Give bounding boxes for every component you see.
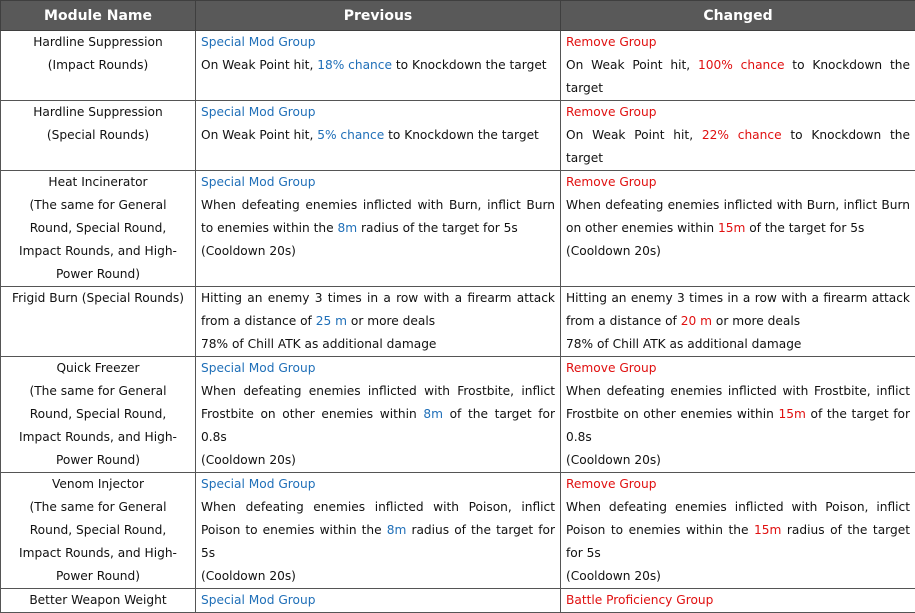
description-text: When defeating enemies inflicted with Burn, inflict Burn to enemies within the — [201, 198, 555, 235]
changed-cell — [561, 171, 915, 287]
group-label: Special Mod Group — [201, 473, 555, 496]
previous-cell — [196, 31, 561, 101]
changed-cell — [561, 31, 915, 101]
description-text: When defeating enemies inflicted with Poison, inflict Poison to enemies within the — [201, 500, 555, 537]
module-name-line: (The same for General — [6, 194, 190, 217]
module-name-cell — [1, 357, 196, 473]
module-name-line: Hardline Suppression — [6, 31, 190, 54]
module-name-line: Better Weapon Weight — [6, 589, 190, 612]
module-name-line: Heat Incinerator — [6, 171, 190, 194]
header-row — [1, 1, 915, 31]
changed-cell — [561, 473, 915, 589]
cooldown-text: (Cooldown 20s) — [201, 240, 555, 263]
description-text: When defeating enemies inflicted with Frostbite, inflict Frostbite on other enemies within — [201, 384, 555, 421]
previous-value: 25 m — [316, 314, 347, 328]
previous-value: 18% chance — [317, 58, 392, 72]
module-name-line: Impact Rounds, and High- — [6, 542, 190, 565]
module-name-line: Round, Special Round, — [6, 403, 190, 426]
previous-header: Previous — [196, 1, 561, 31]
changed-cell — [561, 287, 915, 357]
module-name-cell — [1, 101, 196, 171]
changed-value: 100% chance — [698, 58, 784, 72]
previous-cell — [196, 357, 561, 473]
description-text: 78% of Chill ATK as additional damage — [566, 333, 910, 356]
description-text: On Weak Point hit, — [201, 58, 317, 72]
changed-cell — [561, 589, 915, 613]
module-name-line: (Impact Rounds) — [6, 54, 190, 77]
changed-value: 20 m — [681, 314, 712, 328]
table-row — [1, 287, 915, 357]
group-label: Remove Group — [566, 171, 910, 194]
changed-cell — [561, 357, 915, 473]
module-name-cell — [1, 473, 196, 589]
previous-value: 5% chance — [317, 128, 384, 142]
description-text: of the target for 5s — [745, 221, 864, 235]
module-name-line: (Special Rounds) — [6, 124, 190, 147]
previous-value: 8m — [338, 221, 358, 235]
description-text: When defeating enemies inflicted with Burn, inflict Burn on other enemies within — [566, 198, 910, 235]
module-name-line: Power Round) — [6, 565, 190, 588]
changed-value: 15m — [718, 221, 745, 235]
description-text: When defeating enemies inflicted with Frostbite, inflict Frostbite on other enemies within — [566, 384, 910, 421]
description-text: Hitting an enemy 3 times in a row with a firearm attack from a distance of — [201, 291, 555, 328]
group-label: Special Mod Group — [201, 31, 555, 54]
changed-header: Changed — [561, 1, 915, 31]
description-text: to Knockdown the target — [566, 128, 910, 165]
module-name-cell — [1, 589, 196, 613]
module-name-line: Venom Injector — [6, 473, 190, 496]
module-name-line: Hardline Suppression — [6, 101, 190, 124]
module-name-line: (The same for General — [6, 380, 190, 403]
cooldown-text: (Cooldown 20s) — [566, 449, 910, 472]
description-text: On Weak Point hit, — [201, 128, 317, 142]
module-name-line: Impact Rounds, and High- — [6, 426, 190, 449]
description-text: of the target for 0.8s — [566, 407, 910, 444]
description-text: to Knockdown the target — [566, 58, 910, 95]
group-label: Remove Group — [566, 31, 910, 54]
description-text: to Knockdown the target — [392, 58, 547, 72]
description-text: of the target for 0.8s — [201, 407, 555, 444]
table-row — [1, 171, 915, 287]
previous-cell — [196, 473, 561, 589]
group-label: Special Mod Group — [201, 171, 555, 194]
changed-value: 22% chance — [702, 128, 782, 142]
cooldown-text: (Cooldown 20s) — [566, 240, 910, 263]
description-text: When defeating enemies inflicted with Poison, inflict Poison to enemies within the — [566, 500, 910, 537]
previous-cell — [196, 287, 561, 357]
previous-value: 8m — [387, 523, 407, 537]
previous-cell — [196, 171, 561, 287]
description-text: Hitting an enemy 3 times in a row with a firearm attack from a distance of — [566, 291, 910, 328]
description-text: radius of the target for 5s — [357, 221, 518, 235]
changed-value: 15m — [754, 523, 781, 537]
cooldown-text: (Cooldown 20s) — [201, 449, 555, 472]
previous-value: 8m — [423, 407, 443, 421]
table-row — [1, 473, 915, 589]
changed-cell — [561, 101, 915, 171]
cooldown-text: (Cooldown 20s) — [201, 565, 555, 588]
module-name-line: Quick Freezer — [6, 357, 190, 380]
description-text: 78% of Chill ATK as additional damage — [201, 333, 555, 356]
group-label: Remove Group — [566, 101, 910, 124]
description-text: or more deals — [712, 314, 800, 328]
module-name-line: Round, Special Round, — [6, 217, 190, 240]
description-text: to Knockdown the target — [384, 128, 539, 142]
group-label: Battle Proficiency Group — [566, 589, 910, 612]
previous-cell — [196, 101, 561, 171]
table-row — [1, 357, 915, 473]
module-name-line: Frigid Burn (Special Rounds) — [6, 287, 190, 310]
table-row — [1, 101, 915, 171]
group-label: Remove Group — [566, 473, 910, 496]
module-name-header: Module Name — [1, 1, 196, 31]
table-row — [1, 31, 915, 101]
group-label: Remove Group — [566, 357, 910, 380]
previous-cell — [196, 589, 561, 613]
module-name-cell — [1, 31, 196, 101]
description-text: radius of the target for 5s — [566, 523, 910, 560]
group-label: Special Mod Group — [201, 357, 555, 380]
table-row — [1, 589, 915, 613]
cooldown-text: (Cooldown 20s) — [566, 565, 910, 588]
group-label: Special Mod Group — [201, 101, 555, 124]
group-label: Special Mod Group — [201, 589, 555, 612]
module-name-cell — [1, 287, 196, 357]
description-text: On Weak Point hit, — [566, 128, 702, 142]
module-name-line: Impact Rounds, and High- — [6, 240, 190, 263]
module-name-line: Round, Special Round, — [6, 519, 190, 542]
description-text: or more deals — [347, 314, 435, 328]
module-name-line: (The same for General — [6, 496, 190, 519]
module-name-cell — [1, 171, 196, 287]
module-name-line: Power Round) — [6, 449, 190, 472]
description-text: On Weak Point hit, — [566, 58, 698, 72]
module-name-line: Power Round) — [6, 263, 190, 286]
changed-value: 15m — [778, 407, 805, 421]
description-text: radius of the target for 5s — [201, 523, 555, 560]
